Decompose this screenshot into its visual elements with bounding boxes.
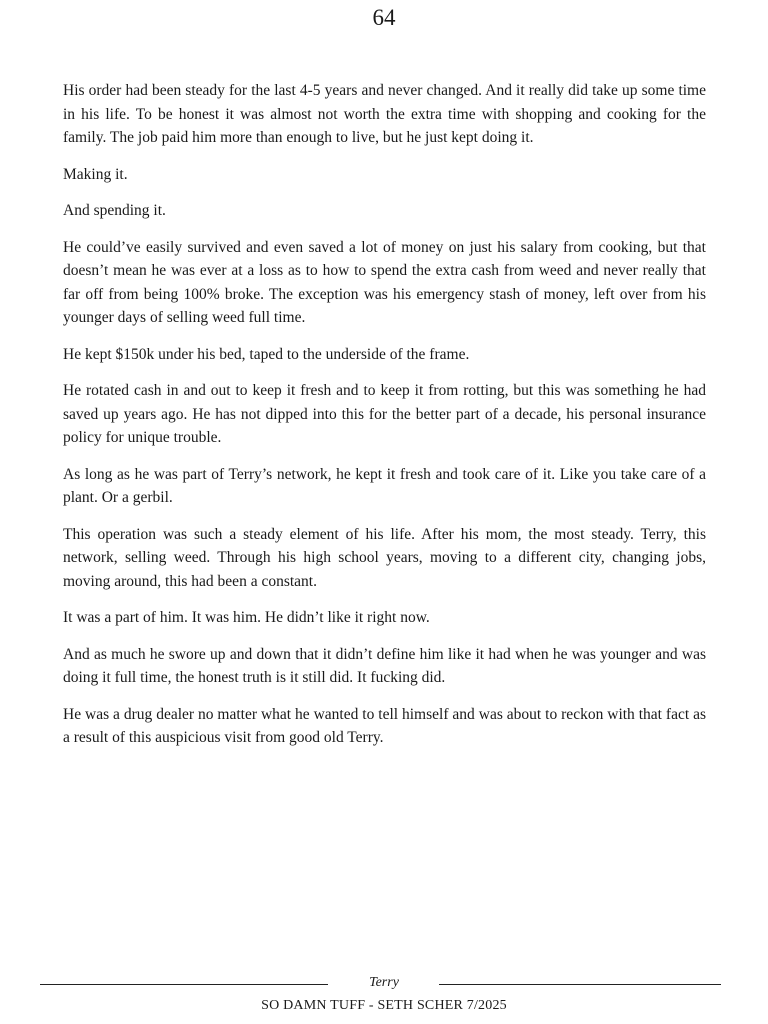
paragraph: He could’ve easily survived and even saved a lot of money on just his salary from cooking, but that doesn’t mean he was ever at a loss as to how to spend the extra cash from weed and never really that far off from being 100% broke. The exception was his emergency stash of money, left over from his younger days of selling weed full time. xyxy=(63,238,706,326)
paragraph: He rotated cash in and out to keep it fresh and to keep it from rotting, but this was something he had saved up years ago. He has not dipped into this for the better part of a decade, his personal insurance policy for unique trouble. xyxy=(63,382,706,446)
paragraph: This operation was such a steady element of his life. After his mom, the most steady. Terry, this network, selling weed. Through his high school years, moving to a different city, changing jobs, moving around, this had been a constant. xyxy=(63,525,706,590)
paragraph: He was a drug dealer no matter what he wanted to tell himself and was about to reckon with that fact as a result of this auspicious visit from good old Terry. xyxy=(63,705,706,746)
paragraph: As long as he was part of Terry’s network, he kept it fresh and took care of it. Like you take care of a plant. Or a gerbil. xyxy=(63,465,706,506)
body-text xyxy=(63,79,706,763)
footer-rule-right xyxy=(439,984,721,985)
paragraph: It was a part of him. It was him. He didn’t like it right now. xyxy=(63,609,430,626)
paragraph: His order had been steady for the last 4-5 years and never changed. And it really did take up some time in his life. To be honest it was almost not worth the extra time with shopping and cooking for the family. The job paid him more than enough to live, but he just kept doing it. xyxy=(63,82,706,146)
paragraph: He kept $150k under his bed, taped to the underside of the frame. xyxy=(63,345,470,363)
footer-credit: SO DAMN TUFF - SETH SCHER 7/2025 xyxy=(261,998,507,1013)
paragraph: Making it. xyxy=(63,165,128,183)
footer-chapter-title: Terry xyxy=(369,975,399,990)
paragraph: And spending it. xyxy=(63,202,166,219)
paragraph: And as much he swore up and down that it didn’t define him like it had when he was younger and was doing it full time, the honest truth is it still did. It fucking did. xyxy=(63,645,706,686)
page-number: 64 xyxy=(372,5,396,30)
